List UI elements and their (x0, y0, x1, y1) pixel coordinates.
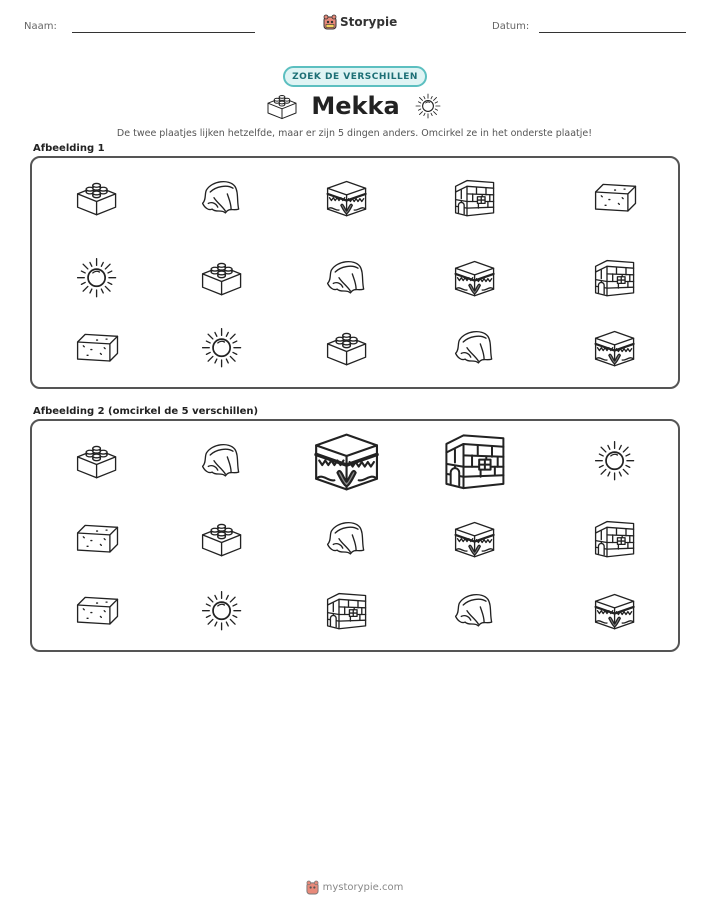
lego-brick-icon[interactable] (195, 514, 248, 563)
storypie-mascot-icon (323, 14, 337, 30)
stone-block-icon[interactable] (70, 586, 123, 635)
kaaba-icon[interactable] (448, 514, 501, 563)
name-label: Naam: (24, 21, 57, 32)
kaaba-icon[interactable] (588, 323, 641, 372)
cloth-icon[interactable] (195, 173, 248, 222)
sun-icon[interactable] (195, 586, 248, 635)
stone-block-icon[interactable] (70, 323, 123, 372)
lego-brick-icon[interactable] (70, 173, 123, 222)
title-row (0, 92, 709, 120)
stone-house-icon[interactable] (320, 586, 373, 635)
storypie-mascot-icon (306, 880, 319, 895)
stone-house-icon[interactable] (588, 253, 641, 302)
lego-brick-icon[interactable] (320, 323, 373, 372)
picture2-label: Afbeelding 2 (omcirkel de 5 verschillen) (33, 406, 259, 417)
kaaba-icon[interactable] (304, 421, 389, 500)
cloth-icon[interactable] (320, 253, 373, 302)
picture1-label: Afbeelding 1 (33, 143, 105, 154)
sun-icon[interactable] (70, 253, 123, 302)
name-line[interactable] (72, 32, 255, 33)
instructions: De twee plaatjes lijken hetzelfde, maar er zijn 5 dingen anders. Omcirkel ze in het onderste plaatje! (116, 128, 593, 139)
date-line[interactable] (539, 32, 686, 33)
footer-url[interactable]: mystorypie.com (322, 882, 404, 893)
stone-house-icon[interactable] (588, 514, 641, 563)
cloth-icon[interactable] (448, 323, 501, 372)
kaaba-icon[interactable] (448, 253, 501, 302)
stone-house-icon[interactable] (448, 173, 501, 222)
brand-logo (323, 14, 397, 30)
footer (0, 880, 709, 895)
brand-name: Storypie (340, 15, 398, 29)
cloth-icon[interactable] (320, 514, 373, 563)
stone-block-icon[interactable] (588, 173, 641, 222)
lego-brick-icon (267, 94, 297, 118)
cloth-icon[interactable] (448, 586, 501, 635)
stone-block-icon[interactable] (70, 514, 123, 563)
cloth-icon[interactable] (195, 436, 248, 485)
page-title: Mekka (311, 92, 400, 120)
sun-icon[interactable] (195, 323, 248, 372)
date-label: Datum: (492, 21, 530, 32)
kaaba-icon[interactable] (588, 586, 641, 635)
stone-house-icon[interactable] (435, 424, 515, 498)
sun-icon (414, 92, 442, 120)
lego-brick-icon[interactable] (195, 253, 248, 302)
sun-icon[interactable] (588, 436, 641, 485)
picture1-panel (30, 156, 680, 389)
worksheet-type-badge: ZOEK DE VERSCHILLEN (283, 66, 427, 87)
picture2-panel (30, 419, 680, 652)
kaaba-icon[interactable] (320, 173, 373, 222)
lego-brick-icon[interactable] (70, 436, 123, 485)
